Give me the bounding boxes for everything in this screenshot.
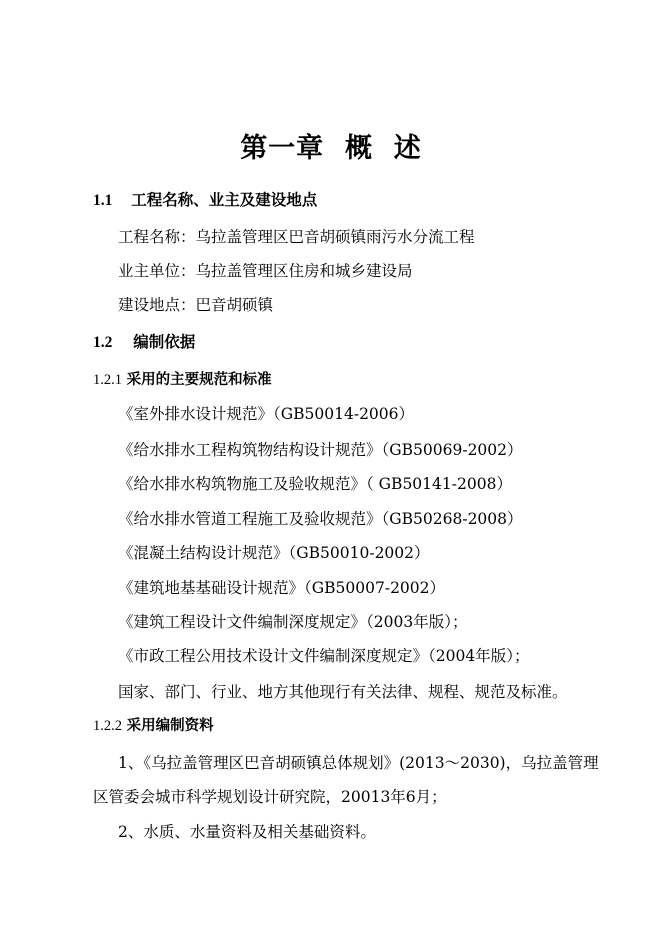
section-title: 编制依据 — [133, 332, 196, 351]
standard-item: 《建筑工程设计文件编制深度规定》（2003年版）； — [118, 613, 468, 631]
section-1-2-1-heading — [93, 370, 272, 390]
section-title: 采用的主要规范和标准 — [126, 371, 272, 388]
section-number: 1.1 — [93, 192, 113, 209]
section-number: 1.2.2 — [93, 718, 122, 734]
owner-unit-line: 业主单位：乌拉盖管理区住房和城乡建设局 — [118, 262, 413, 280]
section-1-1-heading — [93, 190, 317, 211]
standard-item: 《给水排水构筑物施工及验收规范》（ GB50141-2008） — [118, 475, 512, 493]
standard-item: 国家、部门、行业、地方其他现行有关法律、规程、规范及标准。 — [118, 683, 568, 701]
site-location-line: 建设地点：巴音胡硕镇 — [118, 296, 274, 314]
section-1-2-heading — [93, 332, 195, 353]
chapter-title: 第一章 概 述 — [240, 133, 422, 164]
standard-item: 《室外排水设计规范》（GB50014-2006） — [118, 405, 415, 423]
section-1-2-2-heading — [93, 716, 214, 736]
section-title: 工程名称、业主及建设地点 — [131, 190, 318, 209]
standard-item: 《建筑地基基础设计规范》（GB50007-2002） — [118, 579, 446, 597]
reference-item-1-line-1: 1、《乌拉盖管理区巴音胡硕镇总体规划》(2013～2030)，乌拉盖管理 — [118, 754, 599, 772]
section-number: 1.2.1 — [93, 372, 122, 388]
reference-item-2: 2、水质、水量资料及相关基础资料。 — [118, 823, 376, 841]
section-title: 采用编制资料 — [126, 717, 214, 734]
project-name-line: 工程名称：乌拉盖管理区巴音胡硕镇雨污水分流工程 — [118, 228, 475, 246]
reference-item-1-line-2: 区管委会城市科学规划设计研究院，20013年6月； — [93, 788, 447, 806]
standard-item: 《给水排水管道工程施工及验收规范》（GB50268-2008） — [118, 510, 523, 528]
standard-item: 《给水排水工程构筑物结构设计规范》（GB50069-2002） — [118, 441, 523, 459]
standard-item: 《混凝土结构设计规范》（GB50010-2002） — [118, 544, 430, 562]
standard-item: 《市政工程公用技术设计文件编制深度规定》（2004年版）； — [118, 647, 530, 665]
section-number: 1.2 — [93, 334, 113, 351]
